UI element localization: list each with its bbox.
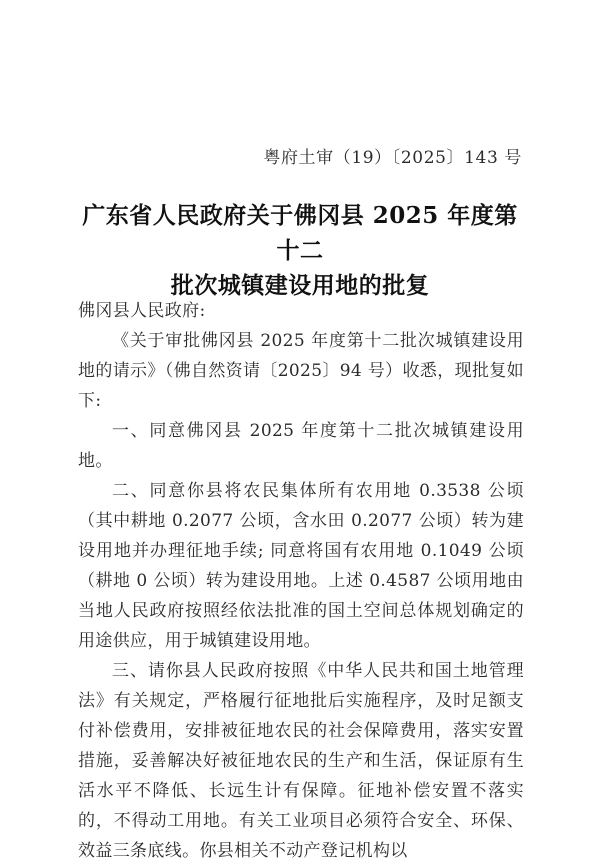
body-paragraph-item-3: 三、请你县人民政府按照《中华人民共和国土地管理法》有关规定，严格履行征地批后实施程序，及时足额支付补偿费用，安排被征地农民的社会保障费用，落实安置措施，妥善解决好被征地农民的生产和生活，保证原有生活水平不降低、长远生计有保障。征地补偿安置不落实的，不得动工用地。有关工业项目必须符合安全、环保、效益三条底线。你县相关不动产登记机构以	[78, 661, 524, 861]
document-body	[78, 296, 524, 866]
body-paragraph-item-2: 二、同意你县将农民集体所有农用地 0.3538 公顷（其中耕地 0.2077 公顷，含水田 0.2077 公顷）转为建设用地并办理征地手续; 同意将国有农用地 0.1049 公顷（耕地 0 公顷）转为建设用地。上述 0.4587 公顷用地由当地人民政府按照经依法批准的国土空间总体规划确定的用途供应，用于城镇建设用地。	[78, 481, 524, 651]
document-number: 粤府土审（19）〔2025〕143 号	[263, 148, 522, 168]
title-line-2: 批次城镇建设用地的批复	[170, 272, 430, 299]
title-line-1: 广东省人民政府关于佛冈县 2025 年度第十二	[82, 202, 518, 264]
page-title	[78, 198, 522, 303]
body-paragraph-item-1: 一、同意佛冈县 2025 年度第十二批次城镇建设用地。	[78, 421, 524, 471]
body-paragraph-intro: 《关于审批佛冈县 2025 年度第十二批次城镇建设用地的请示》（佛自然资请〔2025〕94 号）收悉，现批复如下:	[78, 331, 524, 411]
salutation: 佛冈县人民政府:	[78, 301, 206, 321]
